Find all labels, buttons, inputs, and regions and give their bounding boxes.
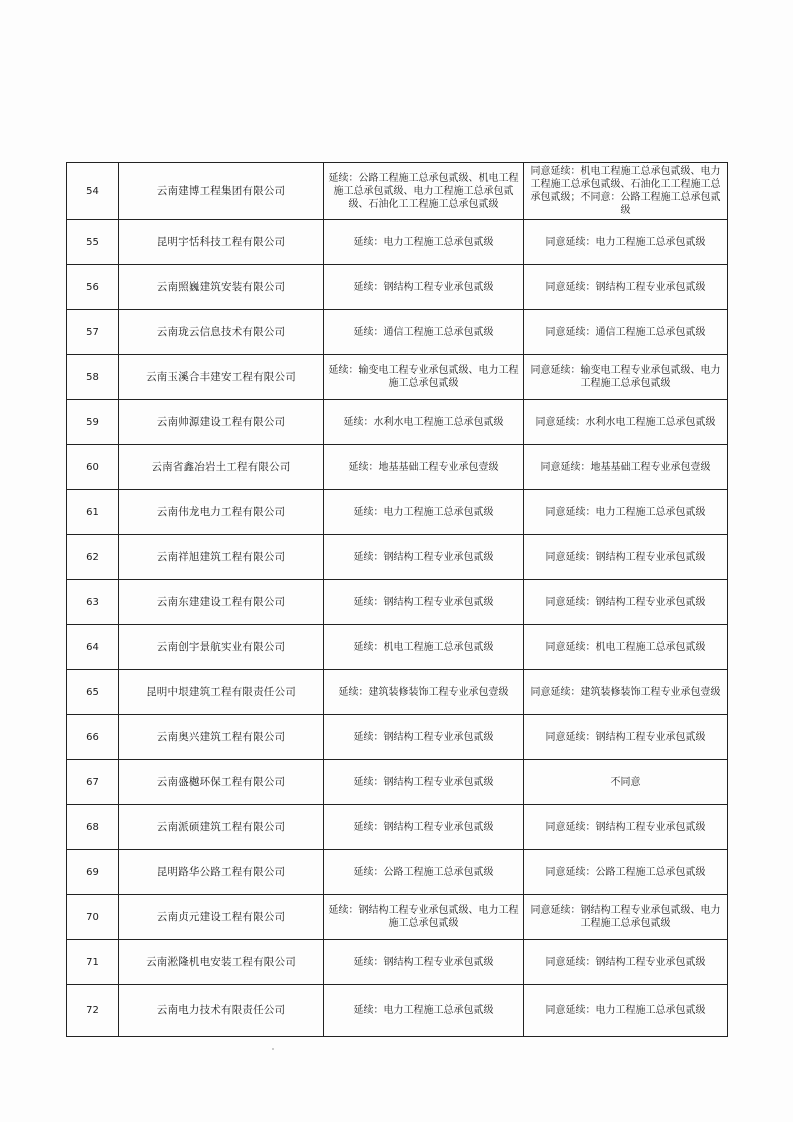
table-row: [67, 760, 728, 805]
table-row: [67, 220, 728, 265]
company-name: 云南伟龙电力工程有限公司: [119, 490, 324, 535]
request-text: 延续：电力工程施工总承包贰级: [324, 220, 524, 265]
row-number: 57: [67, 310, 119, 355]
request-text: 延续：钢结构工程专业承包贰级: [324, 940, 524, 985]
company-name: 云南祥旭建筑工程有限公司: [119, 535, 324, 580]
table-row: [67, 715, 728, 760]
company-name: 昆明中垠建筑工程有限责任公司: [119, 670, 324, 715]
company-name: 昆明宇恬科技工程有限公司: [119, 220, 324, 265]
table-row: [67, 400, 728, 445]
company-name: 云南东建建设工程有限公司: [119, 580, 324, 625]
company-name: 云南奥兴建筑工程有限公司: [119, 715, 324, 760]
row-number: 65: [67, 670, 119, 715]
request-text: 延续：钢结构工程专业承包贰级: [324, 265, 524, 310]
row-number: 71: [67, 940, 119, 985]
table-row: [67, 535, 728, 580]
request-text: 延续：钢结构工程专业承包贰级: [324, 805, 524, 850]
row-number: 62: [67, 535, 119, 580]
table-row: [67, 985, 728, 1037]
company-name: 云南电力技术有限责任公司: [119, 985, 324, 1037]
row-number: 68: [67, 805, 119, 850]
row-number: 59: [67, 400, 119, 445]
result-text: 同意延续：机电工程施工总承包贰级: [524, 625, 728, 670]
table-row: [67, 580, 728, 625]
company-name: 云南派硕建筑工程有限公司: [119, 805, 324, 850]
request-text: 延续：公路工程施工总承包贰级、机电工程施工总承包贰级、电力工程施工总承包贰级、石油化工工程施工总承包贰级: [324, 163, 524, 220]
result-text: 同意延续：通信工程施工总承包贰级: [524, 310, 728, 355]
result-text: 不同意: [524, 760, 728, 805]
result-text: 同意延续：水利水电工程施工总承包贰级: [524, 400, 728, 445]
result-text: 同意延续：钢结构工程专业承包贰级: [524, 580, 728, 625]
table-row: [67, 265, 728, 310]
result-text: 同意延续：输变电工程专业承包贰级、电力工程施工总承包贰级: [524, 355, 728, 400]
result-text: 同意延续：钢结构工程专业承包贰级: [524, 715, 728, 760]
scan-speck: [272, 1048, 274, 1050]
row-number: 56: [67, 265, 119, 310]
row-number: 61: [67, 490, 119, 535]
result-text: 同意延续：钢结构工程专业承包贰级: [524, 265, 728, 310]
result-text: 同意延续：钢结构工程专业承包贰级: [524, 535, 728, 580]
result-text: 同意延续：电力工程施工总承包贰级: [524, 490, 728, 535]
result-text: 同意延续：建筑装修装饰工程专业承包壹级: [524, 670, 728, 715]
row-number: 54: [67, 163, 119, 220]
company-name: 云南省鑫冶岩土工程有限公司: [119, 445, 324, 490]
request-text: 延续：通信工程施工总承包贰级: [324, 310, 524, 355]
request-text: 延续：建筑装修装饰工程专业承包壹级: [324, 670, 524, 715]
row-number: 60: [67, 445, 119, 490]
request-text: 延续：机电工程施工总承包贰级: [324, 625, 524, 670]
row-number: 63: [67, 580, 119, 625]
table-row: [67, 490, 728, 535]
approval-table: [66, 162, 728, 1037]
table-row: [67, 895, 728, 940]
row-number: 70: [67, 895, 119, 940]
result-text: 同意延续：电力工程施工总承包贰级: [524, 220, 728, 265]
table-row: [67, 625, 728, 670]
request-text: 延续：钢结构工程专业承包贰级: [324, 715, 524, 760]
company-name: 云南照巍建筑安装有限公司: [119, 265, 324, 310]
company-name: 云南淞隆机电安装工程有限公司: [119, 940, 324, 985]
request-text: 延续：钢结构工程专业承包贰级、电力工程施工总承包贰级: [324, 895, 524, 940]
company-name: 云南创宇景航实业有限公司: [119, 625, 324, 670]
result-text: 同意延续：机电工程施工总承包贰级、电力工程施工总承包贰级、石油化工工程施工总承包贰级；不同意：公路工程施工总承包贰级: [524, 163, 728, 220]
company-name: 云南盛樾环保工程有限公司: [119, 760, 324, 805]
row-number: 72: [67, 985, 119, 1037]
result-text: 同意延续：钢结构工程专业承包贰级、电力工程施工总承包贰级: [524, 895, 728, 940]
row-number: 64: [67, 625, 119, 670]
table-row: [67, 355, 728, 400]
request-text: 延续：水利水电工程施工总承包贰级: [324, 400, 524, 445]
table-row: [67, 163, 728, 220]
company-name: 云南珑云信息技术有限公司: [119, 310, 324, 355]
request-text: 延续：地基基础工程专业承包壹级: [324, 445, 524, 490]
company-name: 云南玉溪合丰建安工程有限公司: [119, 355, 324, 400]
table-row: [67, 940, 728, 985]
request-text: 延续：电力工程施工总承包贰级: [324, 985, 524, 1037]
row-number: 69: [67, 850, 119, 895]
row-number: 58: [67, 355, 119, 400]
table-row: [67, 670, 728, 715]
company-name: 云南贞元建设工程有限公司: [119, 895, 324, 940]
request-text: 延续：电力工程施工总承包贰级: [324, 490, 524, 535]
request-text: 延续：钢结构工程专业承包贰级: [324, 535, 524, 580]
result-text: 同意延续：钢结构工程专业承包贰级: [524, 805, 728, 850]
table-row: [67, 850, 728, 895]
row-number: 67: [67, 760, 119, 805]
request-text: 延续：公路工程施工总承包贰级: [324, 850, 524, 895]
result-text: 同意延续：公路工程施工总承包贰级: [524, 850, 728, 895]
request-text: 延续：钢结构工程专业承包贰级: [324, 760, 524, 805]
request-text: 延续：钢结构工程专业承包贰级: [324, 580, 524, 625]
company-name: 云南帅源建设工程有限公司: [119, 400, 324, 445]
result-text: 同意延续：钢结构工程专业承包贰级: [524, 940, 728, 985]
table-row: [67, 310, 728, 355]
table-row: [67, 805, 728, 850]
row-number: 55: [67, 220, 119, 265]
result-text: 同意延续：电力工程施工总承包贰级: [524, 985, 728, 1037]
request-text: 延续：输变电工程专业承包贰级、电力工程施工总承包贰级: [324, 355, 524, 400]
company-name: 昆明路华公路工程有限公司: [119, 850, 324, 895]
table-row: [67, 445, 728, 490]
result-text: 同意延续：地基基础工程专业承包壹级: [524, 445, 728, 490]
company-name: 云南建博工程集团有限公司: [119, 163, 324, 220]
row-number: 66: [67, 715, 119, 760]
